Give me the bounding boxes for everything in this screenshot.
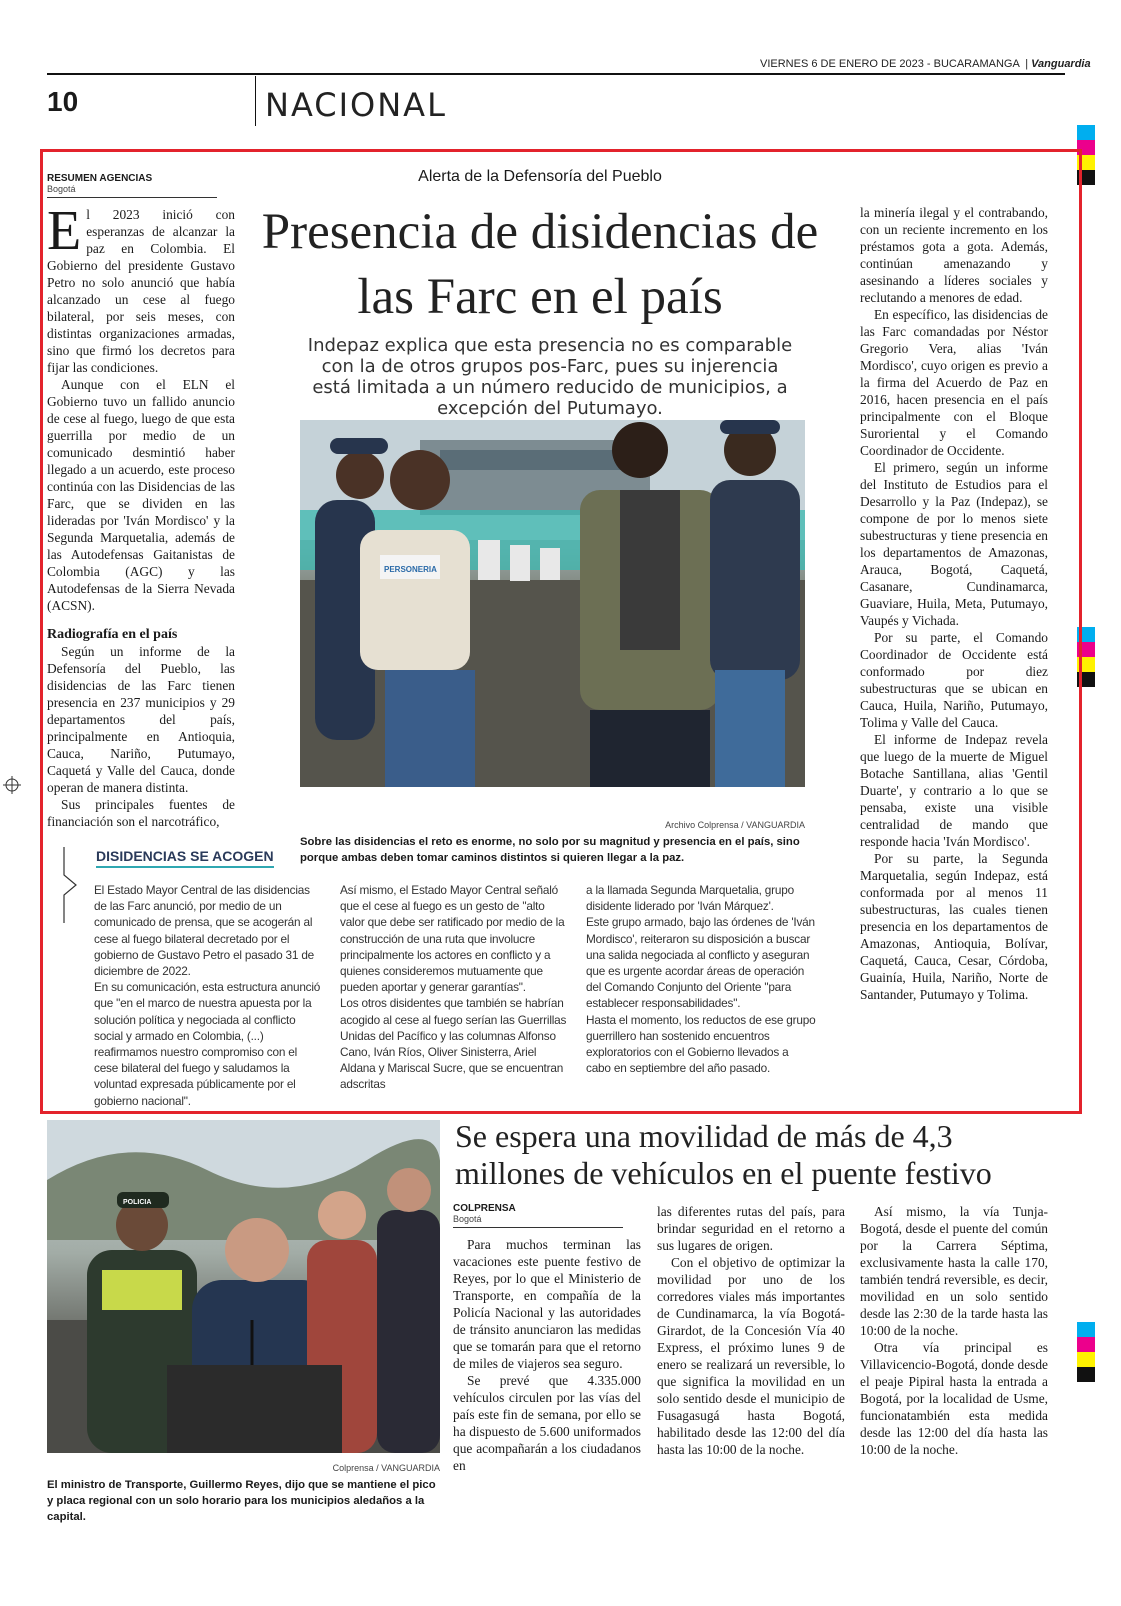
- section-title: NACIONAL: [265, 86, 447, 124]
- byline: RESUMEN AGENCIAS: [47, 173, 153, 184]
- registration-crosshair-icon: [3, 776, 21, 794]
- second-headline: Se espera una movilidad de más de 4,3 millones de vehículos en el puente festivo: [455, 1118, 992, 1191]
- drop-cap: E: [47, 200, 82, 262]
- sidebar-paragraph: Los otros disidentes que también se habrían acogido al cese al fuego serían las Guerrillas Unidas del Pacífico y las columnas Alfonso Cano, Iván Ríos, Oliver Sinisterra, Ariel Aldana y Mariscal Sucre, que se encuentran adscritas: [340, 996, 567, 1092]
- second-article-photo: [47, 1120, 440, 1453]
- photo-caption: Sobre las disidencias el reto es enorme, no solo por su magnitud y presencia en el país, sino porque ambas deben tomar caminos distintos si quieren llegar a la paz.: [300, 836, 800, 864]
- paragraph: Según un informe de la Defensoría del Pueblo, las disidencias de las Farc tienen presencia en 237 municipios y 29 departamentos del país, principalmente en Antioquia, Cauca, Nariño, Putumayo, Caquetá y Valle del Cauca, donde operan de manera distinta.: [47, 644, 235, 795]
- header-date-line: VIERNES 6 DE ENERO DE 2023 - BUCARAMANGA | Vanguardia: [760, 58, 1091, 70]
- header-rule: [47, 73, 1065, 75]
- second-article-column-2: [657, 1203, 845, 1458]
- deck: Indepaz explica que esta presencia no es comparable con la de otros grupos pos-Farc, pues su injerencia está limitada a un número reducido de municipios, a excepción del Putumayo.: [307, 335, 793, 419]
- header-divider: [255, 76, 256, 126]
- sidebar-brace-icon: [62, 845, 82, 925]
- sidebar-column-1: [94, 882, 324, 1109]
- photo-credit: Archivo Colprensa / VANGUARDIA: [665, 820, 805, 830]
- main-article-column-1: [47, 173, 235, 830]
- paragraph: Sus principales fuentes de financiación son el narcotráfico,: [47, 797, 235, 829]
- article-photo: [300, 420, 805, 787]
- headline: Presencia de disidencias de las Farc en el país: [261, 204, 819, 325]
- badge-text: POLICIA: [123, 1199, 152, 1206]
- second-article-column-1: [453, 1203, 641, 1474]
- paragraph: El primero, según un informe del Instituto de Estudios para el Desarrollo y la Paz (Indepaz), se compone de por lo menos siete subestructuras y tiene presencia en los departamentos de Amazonas, Arauca, Bogotá, Caquetá, Casanare, Cundinamarca, Guaviare, Huila, Meta, Putumayo, Vaupés y Vichada.: [860, 460, 1048, 628]
- second-article-column-3: [860, 1203, 1048, 1458]
- photo-caption: El ministro de Transporte, Guillermo Reyes, dijo que se mantiene el pico y placa regional con un solo horario para los municipios aledaños a la capital.: [47, 1479, 436, 1523]
- paragraph: El informe de Indepaz revela que luego de la muerte de Miguel Botache Santillana, alias 'Gentil Duarte', y contrario a lo que se pensaba, existe una visible centralidad de mando que responde hacia 'Iván Mordisco'.: [860, 732, 1048, 849]
- paragraph: Aunque con el ELN el Gobierno tuvo un fallido anuncio de cese al fuego, luego de que esta guerrilla por medio de un comunicado desmintió haber llegado a un acuerdo, este proceso continúa con las Disidencias de las Farc, que se dividen en las lideradas por 'Iván Mordisco' y la Segunda Marquetalia, además de las Autodefensas Gaitanistas de Colombia (AGC) y las Autodefensas de la Sierra Nevada (ACSN).: [47, 377, 235, 613]
- paragraph: Con el objetivo de optimizar la movilidad por uno de los corredores viales más importantes de Cundinamarca, la vía Bogotá-Girardot, de la Concesión Vía 40 Express, el próximo lunes 9 de enero se realizará un reversible, lo que significa la movilidad en un solo sentido desde el municipio de Fusagasugá hasta Bogotá, habilitado desde las 12:00 del día hasta las 10:00 de la noche.: [657, 1255, 845, 1457]
- byline: COLPRENSA: [453, 1203, 516, 1214]
- paragraph: Por su parte, la Segunda Marquetalia, según Indepaz, está conformada por al menos 11 subestructuras, las cuales tienen presencia en los departamentos de Amazonas, Antioquia, Bolívar, Caquetá, Cauca, Cesar, Córdoba, Guainía, Huila, Nariño, Norte de Santander, Putumayo y Tolima.: [860, 851, 1048, 1002]
- photo-illustration: [47, 1120, 440, 1453]
- brand-logo: Vanguardia: [1031, 58, 1091, 70]
- sidebar-paragraph: a la llamada Segunda Marquetalia, grupo disidente liderado por 'Iván Márquez'.: [586, 883, 794, 914]
- byline-city: Bogotá: [47, 184, 217, 198]
- photo-credit: Colprensa / VANGUARDIA: [332, 1463, 440, 1473]
- photo-illustration: [300, 420, 805, 787]
- sidebar-paragraph: Así mismo, el Estado Mayor Central señaló que el cese al fuego es un gesto de "alto valor que debe ser ratificado por medio de la construcción de una ruta que involucre principalmente los actores en conflicto y a quienes consideremos mutuamente que pueden aportar y generar garantías".: [340, 883, 565, 995]
- paragraph: la minería ilegal y el contrabando, con un reciente incremento en los préstamos gota a gota. Además, continúan amenazando y asesinando a líderes sociales y reclutando a menores de edad.: [860, 205, 1048, 305]
- paragraph: En específico, las disidencias de las Farc comandadas por Néstor Gregorio Vera, alias 'Iván Mordisco', cuyo origen es previo a la firma del Acuerdo de Paz en 2016, hacen presencia en el país principalmente con el Bloque Suroriental y el Comando Coordinador de Occidente.: [860, 307, 1048, 458]
- byline-city: Bogotá: [453, 1214, 623, 1228]
- paragraph: Otra vía principal es Villavicencio-Bogotá, donde desde el peaje Pipiral hasta la entrada a Bogotá, por la localidad de Usme, funcionatambién esta medida desde las 12:00 del día hasta las 10:00 de la noche.: [860, 1340, 1048, 1457]
- paragraph: Para muchos terminan las vacaciones este puente festivo de Reyes, por lo que el Ministerio de Transporte, en compañía de la Policía Nacional y las autoridades de tránsito anunciaron las medidas que se tomarán para que el retorno de miles de viajeros sea seguro.: [453, 1237, 641, 1371]
- vest-text: PERSONERIA: [384, 565, 437, 574]
- paragraph: Por su parte, el Comando Coordinador de Occidente está conformado por diez subestructuras que se ubican en Cauca, Huila, Nariño, Putumayo, Tolima y Valle del Cauca.: [860, 630, 1048, 730]
- sidebar-paragraph: En su comunicación, esta estructura anunció que "en el marco de nuestra apuesta por la solución política y negociada al conflicto social y armado en Colombia, (...) reafirmamos nuestro compromiso con el cese bilateral del fuego y saludamos la voluntad expresada públicamente por el gobierno nacional".: [94, 980, 321, 1108]
- paragraph: El 2023 inició con esperanzas de alcanzar la paz en Colombia. El Gobierno del presidente Gustavo Petro no solo anunció que había alcanzado un cese al fuego bilateral, por seis meses, con distintas organizaciones armadas, sino que firmó los decretos para fijar las condiciones.: [47, 200, 235, 375]
- paragraph: Se prevé que 4.335.000 vehículos circulen por las vías del país este fin de semana, por ello se ha dispuesto de 5.600 uniformados que acompañarán a los ciudadanos en: [453, 1373, 641, 1473]
- subheading: Radiografía en el país: [47, 627, 178, 642]
- page-number: 10: [47, 86, 79, 117]
- paragraph: las diferentes rutas del país, para brindar seguridad en el retorno a sus lugares de origen.: [657, 1204, 845, 1253]
- sidebar-paragraph: Hasta el momento, los reductos de ese grupo guerrillero han sostenido encuentros exploratorios con el Gobierno llevados a cabo en septiembre del año pasado.: [586, 1012, 816, 1076]
- sidebar-paragraph: El Estado Mayor Central de las disidencias de las Farc anunció, por medio de un comunicado de prensa, que se acogerán al cese al fuego bilateral decretado por el gobierno de Gustavo Petro el pasado 31 de diciembre de 2022.: [94, 883, 315, 979]
- sidebar-column-3: [586, 882, 816, 1076]
- kicker: Alerta de la Defensoría del Pueblo: [418, 168, 662, 185]
- color-marks-bottom: [1077, 1322, 1095, 1382]
- date-line: VIERNES 6 DE ENERO DE 2023 - BUCARAMANGA: [760, 58, 1020, 70]
- sidebar-title: DISIDENCIAS SE ACOGEN: [96, 848, 274, 868]
- sidebar-column-2: [340, 882, 570, 1093]
- paragraph: Así mismo, la vía Tunja-Bogotá, desde el puente del común por la Carrera Séptima, exclusivamente hasta la calle 170, también tendrá reversible, es decir, movilidad en un solo sentido desde las 2:30 de la tarde hasta las 10:00 de la noche.: [860, 1204, 1048, 1338]
- sidebar-paragraph: Este grupo armado, bajo las órdenes de 'Iván Mordisco', reiteraron su disposición a buscar una salida negociada al conflicto y aseguran que es urgente acordar áreas de operación del Comando Conjunto del Oriente "para establecer responsabilidades".: [586, 915, 815, 1011]
- main-article-column-3: [860, 204, 1048, 1003]
